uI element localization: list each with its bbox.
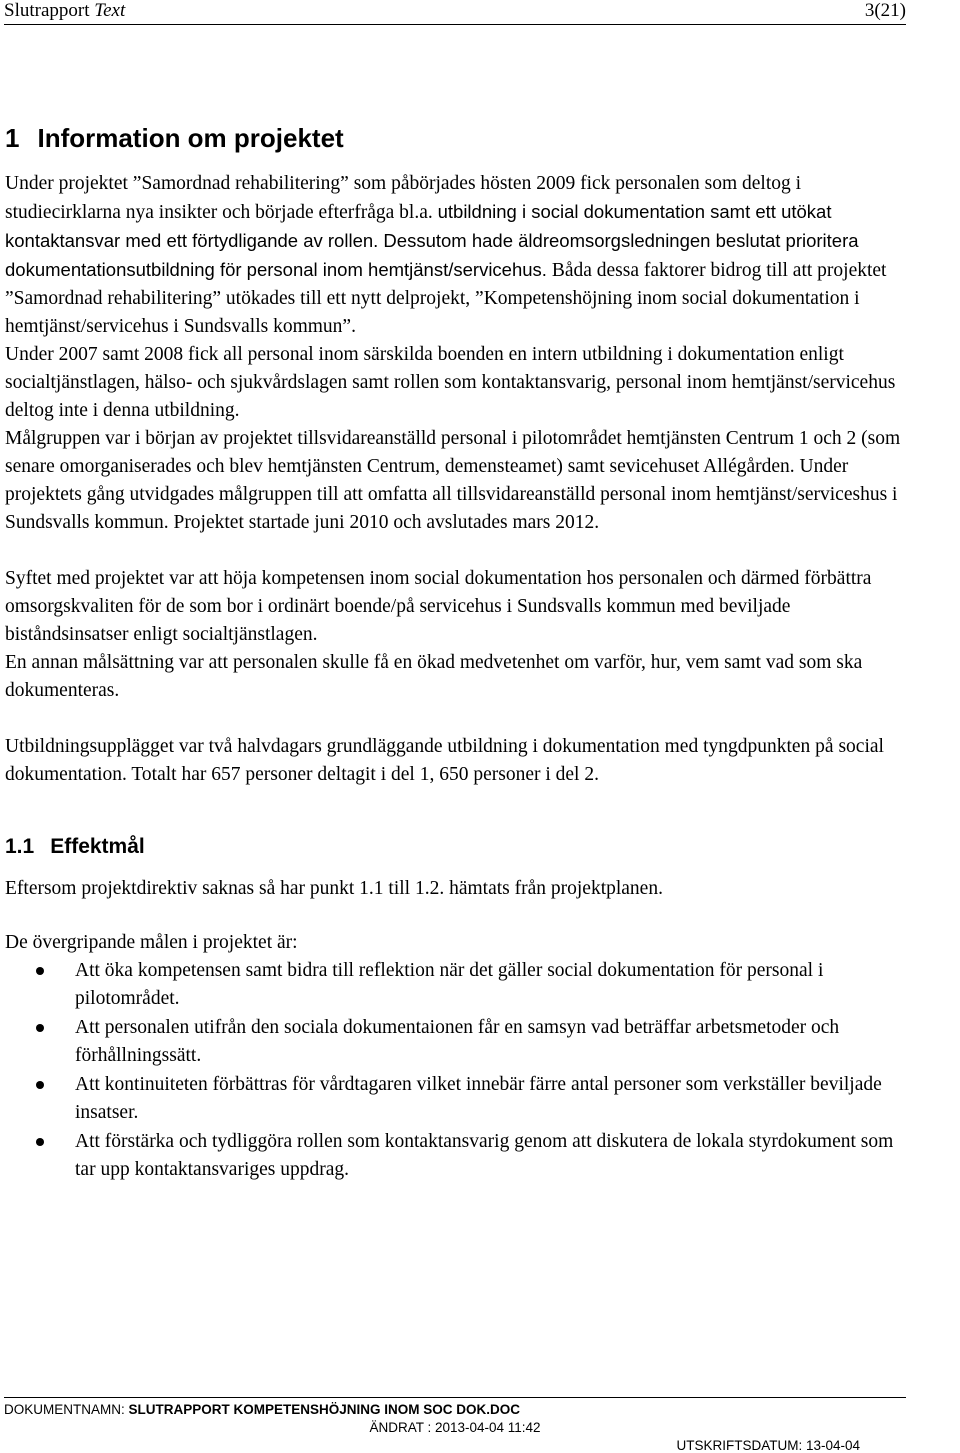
- goal-text: Att förstärka och tydliggöra rollen som kontaktansvarig genom att diskutera de lokala styrdokument som tar upp kontaktansvariges uppdrag.: [75, 1131, 894, 1180]
- docname-label: DOKUMENTNAMN:: [4, 1402, 129, 1417]
- paragraph-training-setup: Utbildningsupplägget var två halvdagars grundläggande utbildning i dokumentation med tyngdpunkten på social dokumentation. Totalt har 657 personer deltagit i del 1, 650 personer i del 2.: [5, 736, 884, 785]
- footer-printed: UTSKRIFTSDATUM: 13-04-04: [676, 1438, 860, 1453]
- paragraph-previous-training: Under 2007 samt 2008 fick all personal inom särskilda boenden en intern utbildning i dokumentation enligt socialtjänstlagen, hälso- och sjukvårdslagen samt rollen som kontaktansvarig, personal inom hemtjänst/servicehus deltog inte i denna utbildning.: [5, 344, 896, 421]
- goals-list: [5, 957, 910, 1184]
- section-1-1-number: 1.1: [5, 835, 35, 858]
- section-1-1-title: Effektmål: [50, 835, 145, 858]
- bullet-icon: [36, 1081, 44, 1089]
- section-1-number: 1: [5, 123, 20, 153]
- paragraph-directive-note: Eftersom projektdirektiv saknas så har punkt 1.1 till 1.2. hämtats från projektplanen.: [5, 878, 663, 899]
- bullet-icon: [36, 1138, 44, 1146]
- paragraph-background-end: Båda dessa faktorer bidrog till att projektet ”Samordnad rehabilitering” utökades till ett nytt delprojekt, ”Kompetenshöjning inom social dokumentation i hemtjänst/servicehus i Sundsvalls kommun”.: [5, 260, 887, 337]
- list-item: [5, 1014, 910, 1070]
- page-number: 3(21): [864, 0, 906, 21]
- page-header: [4, 0, 906, 25]
- header-title-plain: Slutrapport: [4, 0, 95, 21]
- goal-text: Att öka kompetensen samt bidra till reflektion när det gäller social dokumentation för personal i pilotområdet.: [75, 960, 824, 1009]
- paragraph-target-group: Målgruppen var i början av projektet tillsvidareanställd personal i pilotområdet hemtjänsten Centrum 1 och 2 (som senare omorganiserades och blev hemtjänsten Centrum, demensteamet) samt sevicehuset Allégården. Under projektets gång utvidgades målgruppen till att omfatta all tillsvidareanställd personal inom hemtjänst/serviceshus i Sundsvalls kommun. Projektet startade juni 2010 och avslutades mars 2012.: [5, 428, 901, 533]
- page-footer: [4, 1397, 906, 1452]
- list-item: [5, 1071, 910, 1127]
- paragraph-other-goal: En annan målsättning var att personalen skulle få en ökad medvetenhet om varför, hur, vem samt vad som ska dokumenteras.: [5, 652, 863, 701]
- section-1-1-heading: [5, 833, 910, 861]
- header-title: [4, 0, 125, 22]
- purpose-text: med projektet var att höja kompetensen inom social dokumentation hos personalen och därmed förbättra omsorgskvaliten för de som bor i ordinärt boende/på servicehus i Sundsvalls kommun med beviljade biståndsinsatser enligt socialtjänstlagen.: [5, 568, 872, 645]
- paragraph-purpose: [5, 565, 910, 649]
- purpose-lead: Syftet: [5, 568, 52, 589]
- bullet-icon: [36, 1024, 44, 1032]
- goal-text: Att personalen utifrån den sociala dokumentaionen får en samsyn vad beträffar arbetsmetoder och förhållningssätt.: [75, 1017, 840, 1066]
- section-1-heading: [5, 118, 910, 158]
- bullet-icon: [36, 967, 44, 975]
- paragraph-background-start: Under projektet ”Samordnad rehabilitering” som påbörjades hösten 2009 fick personalen som deltog i studiecirklarna nya insikter och började efterfråga bl.a.: [5, 173, 802, 223]
- document-body: [5, 118, 910, 1185]
- list-item: [5, 957, 910, 1013]
- paragraph-background: [5, 170, 910, 341]
- docname-value: SLUTRAPPORT KOMPETENSHÖJNING INOM SOC DOK.DOC: [128, 1402, 521, 1417]
- list-item: [5, 1128, 910, 1184]
- footer-docname: [4, 1402, 520, 1417]
- footer-changed: ÄNDRAT : 2013-04-04 11:42: [369, 1420, 541, 1435]
- header-title-italic: Text: [94, 0, 126, 21]
- goal-text: Att kontinuiteten förbättras för vårdtagaren vilket innebär färre antal personer som verkställer beviljade insatser.: [75, 1074, 882, 1123]
- paragraph-goals-intro: De övergripande målen i projektet är:: [5, 932, 298, 953]
- paragraph-background-sans: utbildning i social dokumentation samt ett utökat kontaktansvar med ett förtydligande av rollen. Dessutom hade äldreomsorgsledningen beslutat prioritera dokumentationsutbildning för personal inom hemtjänst/servicehus.: [5, 201, 859, 280]
- section-1-title: Information om projektet: [37, 123, 344, 153]
